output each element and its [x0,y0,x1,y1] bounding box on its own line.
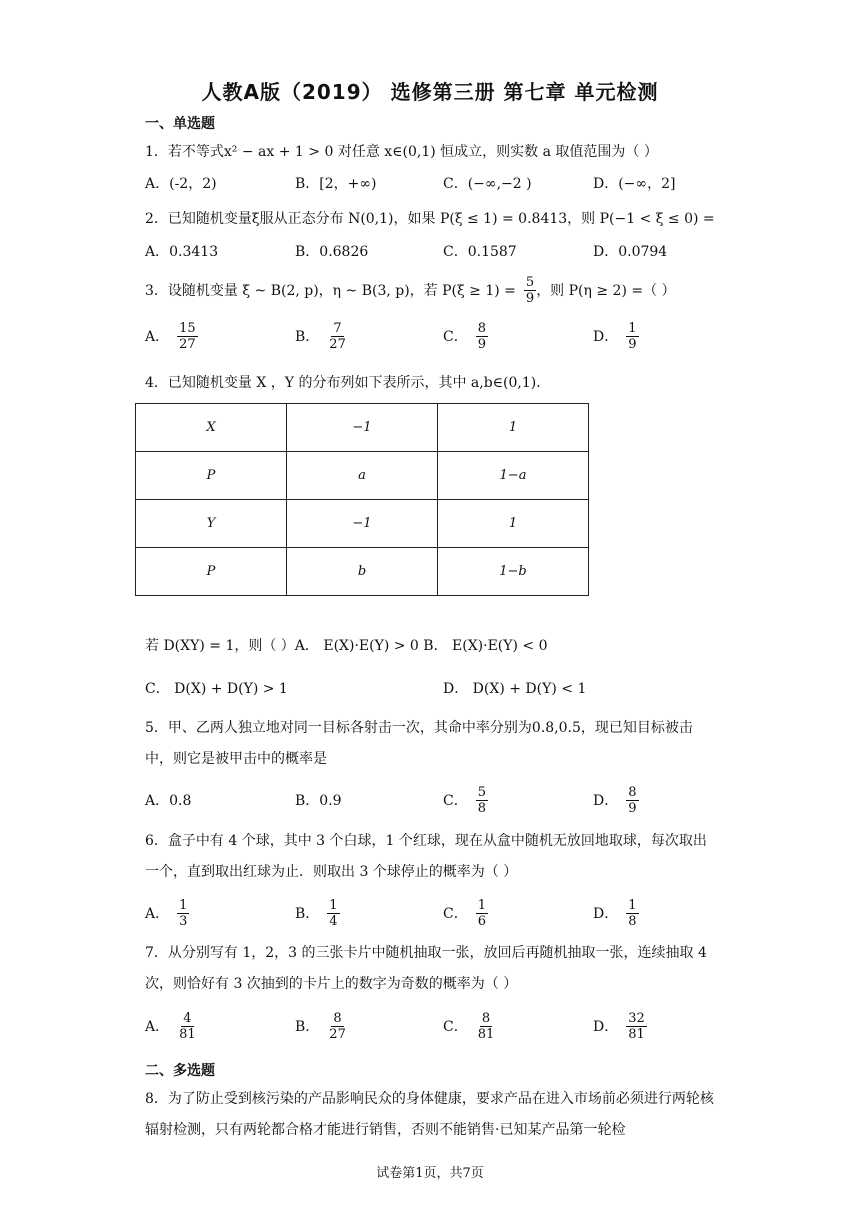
question-3-option-b[interactable] [295,316,348,356]
table-row [136,404,589,452]
table-cell: P [136,452,287,500]
question-7-options [145,1006,745,1046]
table-cell: a [287,452,438,500]
fraction-numerator: 1 [477,897,486,913]
option-label: A． [145,329,170,345]
option-label: D． [593,1019,619,1035]
option-fraction [626,785,638,816]
fraction-denominator: 81 [477,1026,495,1042]
question-4-options-cd [145,668,745,708]
fraction-denominator: 3 [179,913,188,929]
fraction-denominator: 4 [329,913,338,929]
section-heading-single-choice: 一、单选题 [145,116,215,132]
question-7-option-a[interactable] [145,1006,198,1046]
question-4-option-c[interactable]: C． D(X) + D(Y) > 1 [145,681,288,697]
table-cell: Y [136,500,287,548]
table-cell: b [287,548,438,596]
question-3-stem-fraction [524,275,536,306]
question-3-option-a[interactable] [145,316,198,356]
section-heading-multiple-choice: 二、多选题 [145,1063,215,1079]
option-label: B． [295,1019,320,1035]
fraction-numerator: 5 [477,784,486,800]
question-7-option-d[interactable] [593,1006,647,1046]
question-1-option-b[interactable]: B．[2，+∞) [295,176,377,192]
option-label: D． [593,906,619,922]
option-label: B． [295,329,320,345]
option-fraction [476,1011,497,1042]
option-fraction [476,321,488,352]
question-7-option-b[interactable] [295,1006,348,1046]
fraction-denominator: 27 [329,1026,346,1042]
question-8-stem: 8．为了防止受到核污染的产品影响民众的身体健康，要求产品在进入市场前必须进行两轮核辐射检测，只有两轮都合格才能进行销售，否则不能销售·已知某产品第一轮检 [145,1091,714,1138]
table-row [136,500,589,548]
fraction-numerator: 5 [525,274,535,290]
page-footer: 试卷第1页，共7页 [376,1166,484,1181]
fraction-numerator: 32 [628,1010,645,1026]
fraction-denominator: 9 [628,800,637,816]
question-4-option-d[interactable]: D． D(X) + D(Y) < 1 [443,681,587,697]
fraction-numerator: 8 [333,1010,342,1026]
fraction-numerator: 7 [333,320,342,336]
option-label: D． [593,329,619,345]
fraction-numerator: 8 [628,784,637,800]
question-2-options [145,231,745,271]
option-label: A． [145,906,170,922]
question-5-option-c[interactable] [443,780,488,820]
question-2-option-d[interactable]: D．0.0794 [593,244,668,260]
option-label: A． [145,1019,170,1035]
option-label: C． [443,793,468,809]
fraction-numerator: 8 [481,1010,491,1026]
question-4-stem: 4．已知随机变量 X ，Y 的分布列如下表所示，其中 a,b∈(0,1)． [145,375,551,391]
question-6-options [145,893,745,933]
fraction-numerator: 15 [179,320,196,336]
question-6-option-a[interactable] [145,893,189,933]
fraction-denominator: 27 [179,336,196,352]
fraction-denominator: 81 [628,1026,645,1042]
table-cell: 1 [438,500,589,548]
option-fraction [327,321,348,352]
fraction-denominator: 8 [628,913,637,929]
fraction-denominator: 8 [477,800,486,816]
option-label: D． [593,793,619,809]
question-7-stem: 7．从分别写有 1，2，3 的三张卡片中随机抽取一张，放回后再随机抽取一张，连续抽取 4 次，则恰好有 3 次抽到的卡片上的数字为奇数的概率为（ ） [145,945,707,992]
question-6-option-b[interactable] [295,893,340,933]
question-2-option-c[interactable]: C．0.1587 [443,244,517,260]
fraction-numerator: 1 [329,897,338,913]
table-cell: P [136,548,287,596]
option-fraction [626,1011,647,1042]
question-3-stem-text-b: ，则 P(η ≥ 2) =（ ） [536,283,676,299]
fraction-denominator: 9 [628,336,637,352]
question-1-stem: 1．若不等式x² − ax + 1 > 0 对任意 x∈(0,1) 恒成立，则实数 a 取值范围为（ ） [145,144,658,160]
question-1-option-d[interactable]: D．(−∞，2] [593,176,676,192]
fraction-numerator: 1 [179,897,188,913]
page-title: 人教A版（2019） 选修第三册 第七章 单元检测 [201,80,659,104]
option-fraction [476,898,488,929]
fraction-denominator: 27 [329,336,346,352]
question-3-option-d[interactable] [593,316,639,356]
option-fraction [626,898,638,929]
table-cell: −1 [287,404,438,452]
question-3-options [145,316,745,356]
distribution-table [135,403,589,596]
table-row [136,452,589,500]
fraction-numerator: 1 [628,320,637,336]
option-label: C． [443,906,468,922]
fraction-denominator: 9 [525,290,535,306]
fraction-denominator: 9 [477,336,486,352]
question-4-condition: 若 D(XY) = 1，则（ ）A． E(X)·E(Y) > 0 B． E(X)·E(Y) < 0 [145,638,548,654]
question-2-option-b[interactable]: B．0.6826 [295,244,369,260]
fraction-numerator: 8 [477,320,486,336]
option-fraction [177,898,189,929]
question-5-option-d[interactable] [593,780,639,820]
option-fraction [177,321,198,352]
question-5-option-a[interactable]: A．0.8 [145,793,192,809]
fraction-denominator: 6 [477,913,486,929]
table-cell: −1 [287,500,438,548]
question-1-options [145,163,745,203]
question-5-option-b[interactable]: B．0.9 [295,793,342,809]
option-fraction [177,1011,198,1042]
question-7-option-c[interactable] [443,1006,496,1046]
option-fraction [626,321,638,352]
fraction-numerator: 4 [183,1010,192,1026]
question-1-option-a[interactable]: A．(-2，2) [145,176,217,192]
table-cell: 1−a [438,452,589,500]
option-fraction [327,1011,348,1042]
question-2-stem: 2．已知随机变量ξ服从正态分布 N(0,1)，如果 P(ξ ≤ 1) = 0.8413，则 P(−1 < ξ ≤ 0) = [145,211,715,227]
table-cell: 1−b [438,548,589,596]
option-fraction [327,898,339,929]
option-label: C． [443,1019,468,1035]
table-cell: X [136,404,287,452]
question-6-stem: 6．盒子中有 4 个球，其中 3 个白球，1 个红球，现在从盒中随机无放回地取球，每次取出一个，直到取出红球为止．则取出 3 个球停止的概率为（ ） [145,833,707,880]
option-fraction [476,785,488,816]
table-cell: 1 [438,404,589,452]
fraction-denominator: 81 [179,1026,196,1042]
question-3-stem [145,272,676,308]
question-3-stem-text-a: 3．设随机变量 ξ ~ B(2, p)，η ~ B(3, p)，若 P(ξ ≥ 1) = [145,283,516,299]
table-row [136,548,589,596]
option-label: C． [443,329,468,345]
question-3-option-c[interactable] [443,316,488,356]
question-6-option-c[interactable] [443,893,488,933]
question-5-options [145,780,745,820]
question-2-option-a[interactable]: A．0.3413 [145,244,219,260]
question-6-option-d[interactable] [593,893,639,933]
question-5-stem: 5．甲、乙两人独立地对同一目标各射击一次，其命中率分别为0.8,0.5，现已知目标被击中，则它是被甲击中的概率是 [145,720,693,767]
option-label: B． [295,906,320,922]
question-1-option-c[interactable]: C．(−∞,−2 ) [443,176,532,192]
fraction-numerator: 1 [628,897,637,913]
